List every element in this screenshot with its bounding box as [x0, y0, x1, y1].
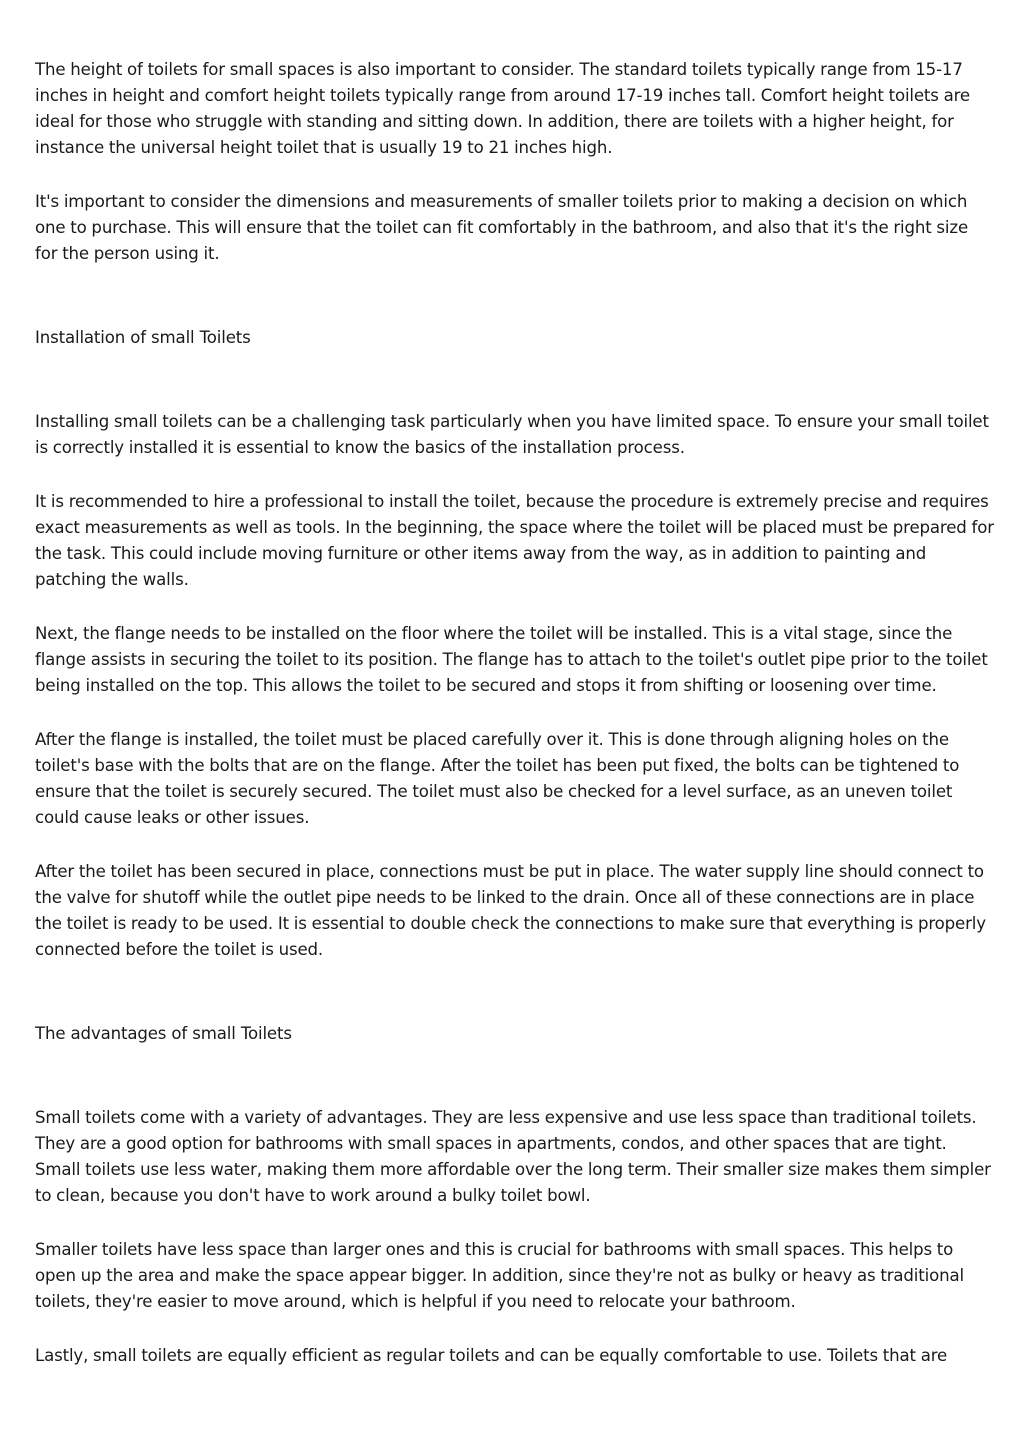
paragraph: Next, the flange needs to be installed on the floor where the toilet will be installed. This is a vital stage, since the flange assists in securing the toilet to its position. The flange has to attach to the toilet's outlet pipe prior to the toilet being installed on the top. This allows the toilet to be secured and stops it from shifting or loosening over time.	[35, 624, 988, 695]
section-intro	[35, 57, 995, 267]
section-installation	[35, 295, 995, 963]
paragraph: Small toilets come with a variety of advantages. They are less expensive and use less space than traditional toilets. They are a good option for bathrooms with small spaces in apartments, condos, and other spaces that are tight. Small toilets use less water, making them more affordable over the long term. Their smaller size makes them simpler to clean, because you don't have to work around a bulky toilet bowl.	[35, 1108, 991, 1205]
document-page	[35, 57, 995, 1369]
section-heading: The advantages of small Toilets	[35, 1024, 292, 1043]
section-heading: Installation of small Toilets	[35, 328, 251, 347]
section-heading-block	[35, 991, 995, 1105]
paragraph: Installing small toilets can be a challenging task particularly when you have limited space. To ensure your small toilet is correctly installed it is essential to know the basics of the installation process.	[35, 412, 989, 457]
paragraph: Smaller toilets have less space than larger ones and this is crucial for bathrooms with small spaces. This helps to open up the area and make the space appear bigger. In addition, since they're not as bulky or heavy as traditional toilets, they're easier to move around, which is helpful if you need to relocate your bathroom.	[35, 1240, 964, 1311]
paragraph: After the flange is installed, the toilet must be placed carefully over it. This is done through aligning holes on the toilet's base with the bolts that are on the flange. After the toilet has been put fixed, the bolts can be tightened to ensure that the toilet is securely secured. The toilet must also be checked for a level surface, as an uneven toilet could cause leaks or other issues.	[35, 730, 960, 827]
paragraph: It's important to consider the dimensions and measurements of smaller toilets prior to making a decision on which one to purchase. This will ensure that the toilet can fit comfortably in the bathroom, and also that it's the right size for the person using it.	[35, 192, 969, 263]
paragraph: The height of toilets for small spaces is also important to consider. The standard toilets typically range from 15-17 inches in height and comfort height toilets typically range from around 17-19 inches tall. Comfort height toilets are ideal for those who struggle with standing and sitting down. In addition, there are toilets with a higher height, for instance the universal height toilet that is usually 19 to 21 inches high.	[35, 60, 970, 157]
paragraph: After the toilet has been secured in place, connections must be put in place. The water supply line should connect to the valve for shutoff while the outlet pipe needs to be linked to the drain. Once all of these connections are in place the toilet is ready to be used. It is essential to double check the connections to make sure that everything is properly connected before the toilet is used.	[35, 862, 986, 959]
section-heading-block	[35, 295, 995, 409]
paragraph: Lastly, small toilets are equally efficient as regular toilets and can be equally comfortable to use. Toilets that are	[35, 1346, 948, 1365]
paragraph: It is recommended to hire a professional to install the toilet, because the procedure is extremely precise and requires exact measurements as well as tools. In the beginning, the space where the toilet will be placed must be prepared for the task. This could include moving furniture or other items away from the way, as in addition to painting and patching the walls.	[35, 492, 994, 589]
section-advantages	[35, 991, 995, 1369]
